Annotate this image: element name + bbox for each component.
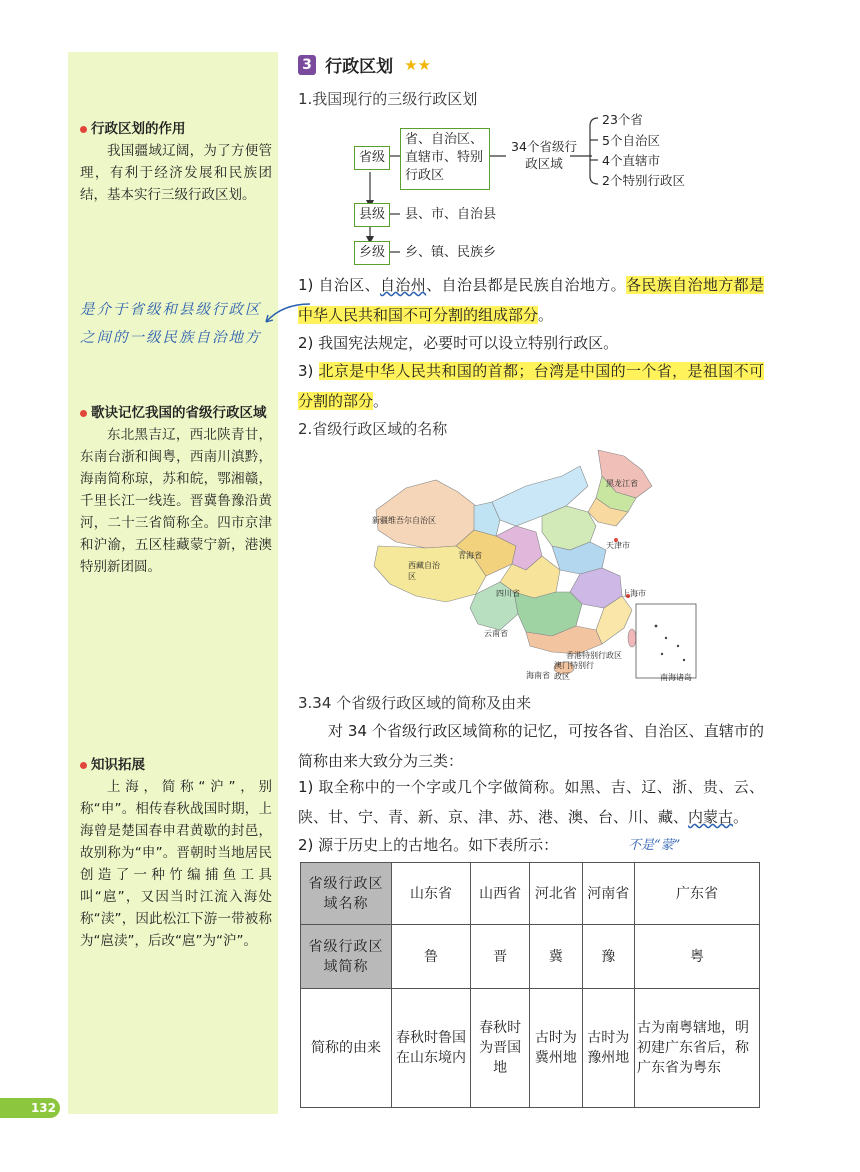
map-label-xinjiang: 新疆维吾尔自治区 [372, 516, 436, 525]
section-number: 3 [298, 55, 316, 75]
bullet-icon [80, 762, 87, 769]
map-label-yunnan: 云南省 [484, 629, 508, 638]
table-cell: 山东省 [392, 863, 471, 925]
level-county-box: 县级 [354, 203, 390, 227]
breakdown-municipalities: 4个直辖市 [602, 153, 660, 168]
table-cell: 古时为豫州地 [582, 989, 634, 1108]
level-county-types: 县、市、自治县 [400, 203, 510, 227]
sidebar-role-title [80, 118, 272, 140]
heading-three-levels: 1.我国现行的三级行政区划 [298, 90, 478, 108]
heading-abbreviations: 3.34 个省级行政区域的简称及由来 [298, 694, 532, 712]
table-head-name: 省级行政区域名称 [301, 863, 392, 925]
bullet-icon [80, 126, 87, 133]
sidebar-knowledge-title-text: 知识拓展 [91, 757, 145, 773]
table-head-abbr: 省级行政区域简称 [301, 925, 392, 989]
map-label-heilongjiang: 黑龙江省 [606, 479, 638, 488]
table-cell: 广东省 [635, 863, 760, 925]
heading-province-names: 2.省级行政区域的名称 [298, 420, 448, 438]
map-label-tibet: 西藏自治区 [408, 561, 440, 581]
q1-wavy-term: 内蒙古 [688, 808, 734, 826]
table-row [301, 925, 760, 989]
sidebar-mnemonic-title-text: 歌诀记忆我国的省级行政区域 [91, 405, 267, 421]
map-label-hainan: 海南省 [526, 671, 550, 680]
sidebar-mnemonic-title [80, 402, 272, 424]
q1-text: 1) 取全称中的一个字或几个字做简称。如黑、吉、辽、浙、贵、云、陕、甘、宁、青、新、京、津、苏、港、澳、台、川、藏、 [298, 778, 764, 826]
p3-end: 。 [373, 392, 389, 410]
map-label-shanghai: 上海市 [622, 589, 646, 598]
map-label-tianjin: 天津市 [606, 541, 630, 550]
table-cell: 豫 [582, 925, 634, 989]
table-row [301, 863, 760, 925]
sidebar-knowledge-body: 上海，简称“沪”，别称“申”。相传春秋战国时期，上海曾是楚国春申君黄歇的封邑，故别称为“申”。晋朝时当地居民创造了一种竹编捕鱼工具叫“扈”，又因当时江流入海处称“渎”，因此松江下游一带被称为“扈渎”，后改“扈”为“沪”。 [80, 779, 272, 949]
table-cell: 春秋时为晋国地 [471, 989, 530, 1108]
map-label-sichuan: 四川省 [496, 589, 520, 598]
section-header [298, 52, 431, 76]
paragraph-category2: 2) 源于历史上的古地名。如下表所示： [298, 836, 559, 854]
table-cell: 古为南粤辖地，明初建广东省后，称广东省为粤东 [635, 989, 760, 1108]
table-cell: 春秋时鲁国在山东境内 [392, 989, 471, 1108]
p1-text-a: 1) 自治区、 [298, 276, 381, 294]
breakdown-provinces: 23个省 [602, 112, 643, 127]
paragraph-beijing-taiwan [298, 356, 764, 416]
table-cell: 鲁 [392, 925, 471, 989]
p3-text-a: 3) [298, 362, 319, 380]
paragraph-autonomy [298, 270, 764, 330]
p1-highlight: 各民族自治地方都是中华人民共和国不可分割的组成部分 [298, 276, 764, 324]
sidebar-mnemonic-body: 东北黑吉辽，西北陕青甘，东南台浙和闽粤，西南川滇黔，海南简称琼，苏和皖，鄂湘赣，千里长江一线连。晋冀鲁豫沿黄河，二十三省简称全。四市京津和沪渝，五区桂藏蒙宁新，港澳特别新团圆。 [80, 427, 272, 575]
sidebar-knowledge-title [80, 754, 272, 776]
handwritten-note: 是介于省级和县级行政区之间的一级民族自治地方 [80, 302, 262, 346]
level-province-box: 省级 [354, 146, 390, 170]
handwritten-note-meng: 不是“蒙” [628, 838, 681, 853]
breakdown-autonomous-regions: 5个自治区 [602, 133, 660, 148]
breakdown-special-regions: 2个特别行政区 [602, 173, 685, 188]
sidebar-role-body: 我国疆域辽阔，为了方便管理，有利于经济发展和民族团结，基本实行三级行政区划。 [80, 143, 272, 203]
paragraph-intro: 对 34 个省级行政区域简称的记忆，可按各省、自治区、直辖市的简称由来大致分为三类： [298, 722, 764, 770]
table-cell: 河北省 [530, 863, 582, 925]
p1-end: 。 [538, 306, 554, 324]
table-cell: 河南省 [582, 863, 634, 925]
bullet-icon [80, 410, 87, 417]
table-cell: 粤 [635, 925, 760, 989]
map-label-macao: 澳门特别行政区 [554, 661, 594, 681]
table-row [301, 989, 760, 1108]
page-number: 132 [0, 1098, 60, 1118]
abbreviation-table [300, 862, 760, 1108]
table-head-origin: 简称的由来 [301, 989, 392, 1108]
table-cell: 山西省 [471, 863, 530, 925]
sidebar-role-title-text: 行政区划的作用 [91, 121, 186, 137]
level-township-box: 乡级 [354, 241, 390, 265]
difficulty-stars-icon: ★★ [404, 55, 432, 74]
table-cell: 冀 [530, 925, 582, 989]
map-label-nanhai: 南海诸岛 [660, 673, 692, 682]
p1-text-b: 、自治县都是民族自治地方。 [426, 276, 626, 294]
sidebar-mnemonic-section [80, 402, 272, 578]
level-township-types: 乡、镇、民族乡 [400, 241, 510, 265]
q1-end: 。 [733, 808, 749, 826]
level-province-types-box: 省、自治区、直辖市、特别行政区 [400, 128, 490, 190]
paragraph-category1 [298, 772, 764, 832]
map-label-qinghai: 青海省 [458, 551, 482, 560]
section-title: 行政区划 [325, 57, 394, 77]
sidebar-role-section [80, 118, 272, 206]
map-label-hongkong: 香港特别行政区 [566, 651, 622, 660]
p3-highlight: 北京是中华人民共和国的首都；台湾是中国的一个省，是祖国不可分割的部分 [298, 362, 764, 410]
table-cell: 晋 [471, 925, 530, 989]
sidebar-panel [68, 52, 278, 1114]
table-cell: 古时为冀州地 [530, 989, 582, 1108]
paragraph-constitution: 2) 我国宪法规定，必要时可以设立特别行政区。 [298, 334, 619, 352]
sidebar-knowledge-section [80, 754, 272, 952]
province-count-text: 34个省级行政区域 [511, 139, 577, 171]
p1-wavy-term: 自治州 [380, 276, 427, 294]
